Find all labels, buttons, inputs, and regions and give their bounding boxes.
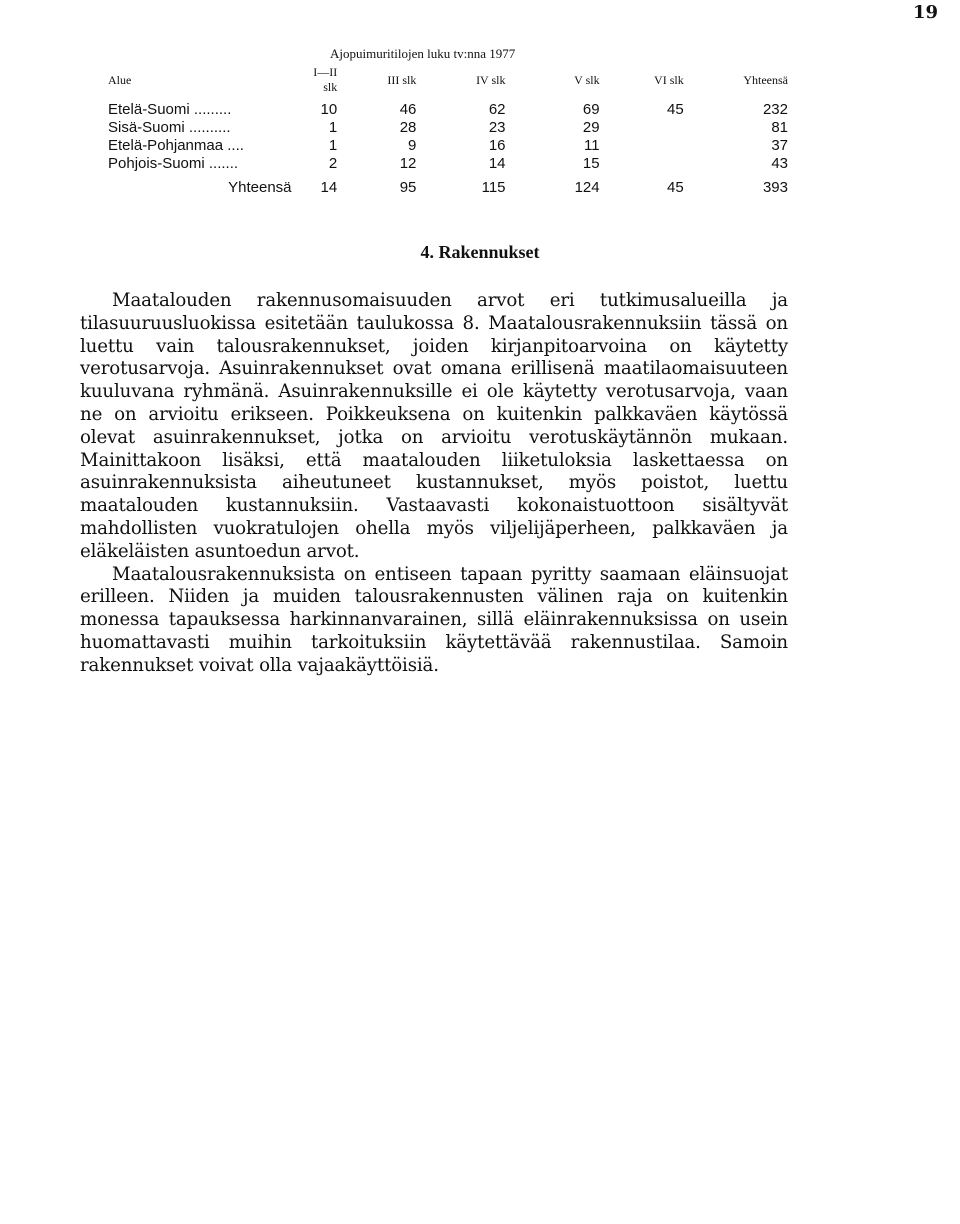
table-row bbox=[108, 101, 788, 119]
table-cell: 15 bbox=[582, 155, 600, 172]
table-cell bbox=[600, 119, 684, 137]
column-header: IV slk bbox=[476, 72, 506, 87]
paragraph: Maatalouden rakennusomaisuuden arvot eri tutkimusalueilla ja tilasuuruusluokissa esitetään taulukossa 8. Maatalousrakennuksiin tässä on luettu vain talousrakennukset, joiden kirjanpitoarvoina on käytetty verotusarvoja. Asuinrakennukset ovat omana erillisenä maatilaomaisuuteen kuuluvana ryhmänä. Asuinrakennuksille ei ole käytetty verotusarvoja, vaan ne on arvioitu erikseen. Poikkeuksena on kuitenkin palkkaväen käytössä olevat asuinrakennukset, jotka on arvioitu verotuskäytännön mukaan. Mainittakoon lisäksi, että maatalouden liiketuloksia laskettaessa on asuinrakennuksista aiheutuneet kustannukset, myös poistot, luettu maatalouden kustannuksiin. Vastaavasti kokonaistuottoon sisältyvät mahdollisten vuokratulojen ohella myös viljelijäperheen, palkkaväen ja eläkeläisten asuntoedun arvot. bbox=[80, 290, 788, 562]
table-cell: 28 bbox=[399, 119, 417, 136]
table-cell: 14 bbox=[488, 155, 506, 172]
table-cell: 232 bbox=[762, 101, 788, 118]
table-cell: Etelä-Pohjanmaa .... bbox=[108, 137, 244, 154]
column-header: Yhteensä bbox=[743, 72, 788, 87]
column-header: I—II slk bbox=[313, 65, 338, 94]
table-row bbox=[108, 119, 788, 137]
table-cell: 9 bbox=[408, 137, 417, 154]
table-cell: 14 bbox=[320, 179, 338, 196]
table-cell: 16 bbox=[488, 137, 506, 154]
table-cell: 2 bbox=[328, 155, 338, 172]
table-header-row bbox=[108, 63, 788, 101]
table-cell: Sisä-Suomi .......... bbox=[108, 119, 231, 136]
table-cell: 10 bbox=[320, 101, 338, 118]
table-cell: 45 bbox=[667, 179, 684, 196]
table-cell: Etelä-Suomi ......... bbox=[108, 101, 232, 118]
table-caption: Ajopuimuritilojen luku tv:nna 1977 bbox=[330, 46, 516, 61]
column-header: VI slk bbox=[654, 72, 684, 87]
column-header: V slk bbox=[574, 72, 600, 87]
column-header: III slk bbox=[387, 72, 417, 87]
table-cell: 69 bbox=[582, 101, 600, 118]
table-cell bbox=[600, 137, 684, 155]
table-cell: 95 bbox=[399, 179, 417, 196]
table-cell: 81 bbox=[771, 119, 788, 136]
table-cell: 43 bbox=[771, 155, 788, 172]
table-cell bbox=[600, 155, 684, 173]
table-cell: 1 bbox=[328, 119, 338, 136]
table-cell: 393 bbox=[762, 179, 788, 196]
table-cell: 1 bbox=[328, 137, 338, 154]
table-cell: 12 bbox=[399, 155, 417, 172]
table-cell: 62 bbox=[488, 101, 506, 118]
table-cell: 124 bbox=[574, 179, 600, 196]
table-cell: 29 bbox=[582, 119, 600, 136]
table-cell: Pohjois-Suomi ....... bbox=[108, 155, 239, 172]
body-text bbox=[80, 290, 788, 678]
table-cell: 23 bbox=[488, 119, 506, 136]
data-table bbox=[108, 63, 788, 197]
page-number: 19 bbox=[912, 2, 938, 23]
table-total-row bbox=[108, 173, 788, 197]
table-cell: 37 bbox=[771, 137, 788, 154]
table-cell: Yhteensä bbox=[228, 179, 292, 196]
paragraph: Maatalousrakennuksista on entiseen tapaan pyritty saamaan eläinsuojat erilleen. Niiden ja muiden talousrakennusten välinen raja on kuitenkin monessa tapauksessa harkinnanvarainen, sillä eläinrakennuksissa on usein huomattavasti muihin tarkoituksiin käytettävää rakennustilaa. Samoin rakennukset voivat olla vajaakäyttöisiä. bbox=[80, 563, 788, 676]
section-heading: 4. Rakennukset bbox=[420, 242, 540, 262]
column-header: Alue bbox=[108, 72, 132, 87]
table-row bbox=[108, 137, 788, 155]
table-cell: 46 bbox=[399, 101, 417, 118]
table-cell: 115 bbox=[481, 179, 506, 196]
table-row bbox=[108, 155, 788, 173]
table-cell: 11 bbox=[584, 137, 600, 154]
table-cell: 45 bbox=[667, 101, 684, 118]
